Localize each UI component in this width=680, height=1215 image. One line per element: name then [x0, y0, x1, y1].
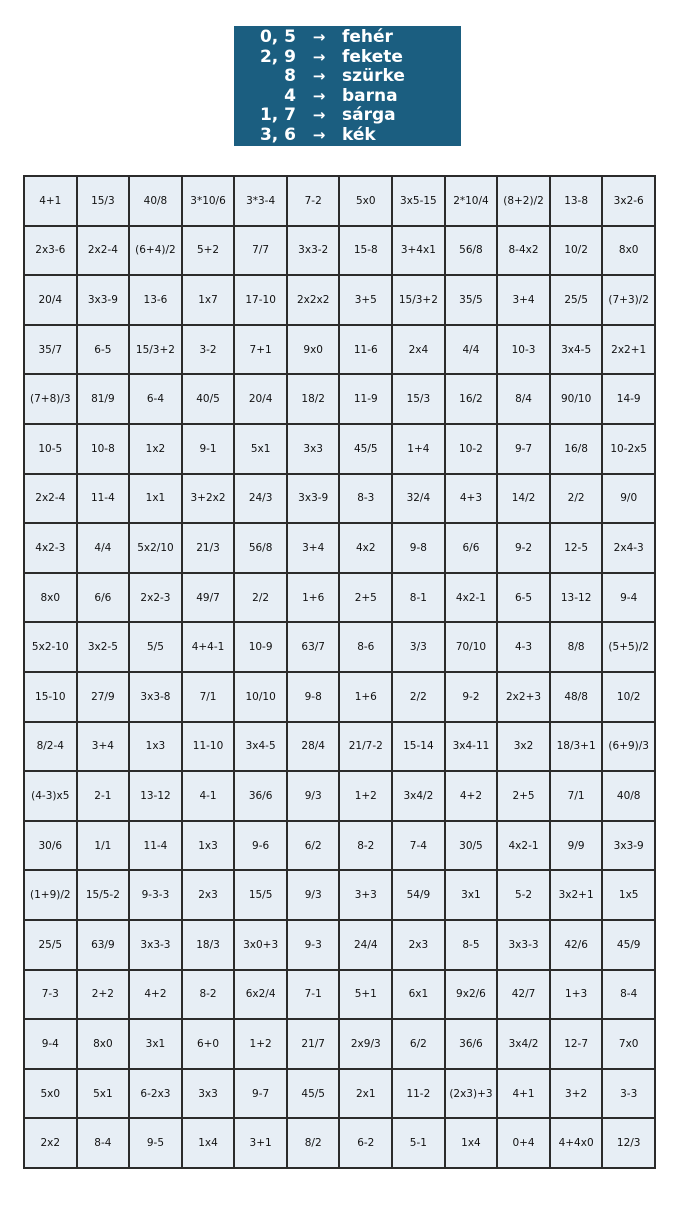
grid-cell[interactable]: 45/9 — [603, 921, 654, 969]
grid-cell[interactable]: 7x0 — [603, 1020, 654, 1068]
grid-cell[interactable]: 3-2 — [183, 326, 234, 374]
grid-cell[interactable]: 3x2 — [498, 723, 549, 771]
grid-cell[interactable]: 4-1 — [183, 772, 234, 820]
grid-cell[interactable]: 8/8 — [551, 623, 602, 671]
grid-cell[interactable]: 9/3 — [288, 772, 339, 820]
legend-row — [234, 106, 461, 126]
legend-numbers: 8 — [284, 66, 296, 87]
arrow-icon: → — [312, 47, 326, 66]
grid-cell[interactable]: 2x2 — [25, 1119, 76, 1167]
grid-cell[interactable]: (5+5)/2 — [603, 623, 654, 671]
grid-cell[interactable]: 5x0 — [340, 177, 391, 225]
grid-cell[interactable]: 7-2 — [288, 177, 339, 225]
grid-cell[interactable]: 10-9 — [235, 623, 286, 671]
grid-cell[interactable]: 3x3 — [183, 1070, 234, 1118]
grid-cell[interactable]: 9-8 — [288, 673, 339, 721]
grid-cell[interactable]: 6/6 — [446, 524, 497, 572]
grid-cell[interactable]: 15-8 — [340, 227, 391, 275]
grid-cell[interactable]: 81/9 — [78, 375, 129, 423]
legend-color-name: kék — [342, 124, 376, 145]
grid-cell[interactable]: 7-1 — [288, 971, 339, 1019]
grid-cell[interactable]: 2x2-4 — [25, 475, 76, 523]
legend-color-name: fekete — [342, 46, 403, 67]
grid-cell[interactable]: 12-7 — [551, 1020, 602, 1068]
grid-cell[interactable]: 9-7 — [498, 425, 549, 473]
grid-cell[interactable]: 15/3+2 — [393, 276, 444, 324]
grid-cell[interactable]: 3x3-2 — [288, 227, 339, 275]
legend-color-name: szürke — [342, 66, 405, 87]
grid-cell[interactable]: 1x2 — [130, 425, 181, 473]
grid-cell[interactable]: 10/10 — [235, 673, 286, 721]
grid-cell[interactable]: 11-4 — [78, 475, 129, 523]
grid-cell[interactable]: 24/3 — [235, 475, 286, 523]
grid-cell[interactable]: 7-3 — [25, 971, 76, 1019]
grid-cell[interactable]: 9-3-3 — [130, 871, 181, 919]
grid-cell[interactable]: 11-6 — [340, 326, 391, 374]
grid-cell[interactable]: 2x3 — [183, 871, 234, 919]
grid-cell[interactable]: 2*10/4 — [446, 177, 497, 225]
grid-cell[interactable]: 5-1 — [393, 1119, 444, 1167]
grid-cell[interactable]: 8-4x2 — [498, 227, 549, 275]
grid-cell[interactable]: 2+2 — [78, 971, 129, 1019]
grid-cell[interactable]: 11-2 — [393, 1070, 444, 1118]
legend-row — [234, 48, 461, 68]
grid-cell[interactable]: 15/3+2 — [130, 326, 181, 374]
grid-cell[interactable]: 35/5 — [446, 276, 497, 324]
grid-cell[interactable]: 4x2-3 — [25, 524, 76, 572]
grid-cell[interactable]: 9/3 — [288, 871, 339, 919]
grid-cell[interactable]: 4+1 — [25, 177, 76, 225]
grid-cell[interactable]: 3x4/2 — [393, 772, 444, 820]
grid-cell[interactable]: 10-8 — [78, 425, 129, 473]
grid-cell[interactable]: 30/5 — [446, 822, 497, 870]
grid-cell[interactable]: 15/3 — [393, 375, 444, 423]
grid-cell[interactable]: 2x1 — [340, 1070, 391, 1118]
legend-numbers: 3, 6 — [259, 124, 296, 145]
grid-cell[interactable]: 4+2 — [446, 772, 497, 820]
grid-cell[interactable]: 17-10 — [235, 276, 286, 324]
grid-cell[interactable]: 2x4 — [393, 326, 444, 374]
grid-cell[interactable]: 18/2 — [288, 375, 339, 423]
grid-cell[interactable]: 25/5 — [25, 921, 76, 969]
grid-cell[interactable]: 42/7 — [498, 971, 549, 1019]
grid-cell[interactable]: 3x3-3 — [498, 921, 549, 969]
grid-cell[interactable]: 1+3 — [551, 971, 602, 1019]
grid-cell[interactable]: 7+1 — [235, 326, 286, 374]
grid-cell[interactable]: (6+9)/3 — [603, 723, 654, 771]
grid-cell[interactable]: 6x1 — [393, 971, 444, 1019]
grid-cell[interactable]: 3x3-9 — [288, 475, 339, 523]
grid-cell[interactable]: 3x1 — [130, 1020, 181, 1068]
grid-cell[interactable]: 9-4 — [25, 1020, 76, 1068]
legend-numbers: 4 — [284, 85, 296, 106]
grid-cell[interactable]: 4-3 — [498, 623, 549, 671]
grid-cell[interactable]: 9-7 — [235, 1070, 286, 1118]
grid-cell[interactable]: 56/8 — [446, 227, 497, 275]
grid-cell[interactable]: 1x4 — [183, 1119, 234, 1167]
grid-cell[interactable]: 3*10/6 — [183, 177, 234, 225]
grid-cell[interactable]: 11-4 — [130, 822, 181, 870]
legend-row — [234, 28, 461, 48]
grid-cell[interactable]: (7+8)/3 — [25, 375, 76, 423]
grid-cell[interactable]: 3+1 — [235, 1119, 286, 1167]
grid-cell[interactable]: 1+6 — [288, 574, 339, 622]
grid-cell[interactable]: 3+5 — [340, 276, 391, 324]
grid-cell[interactable]: (4-3)x5 — [25, 772, 76, 820]
grid-cell[interactable]: 6/2 — [393, 1020, 444, 1068]
legend-color-name: barna — [342, 85, 398, 106]
grid-cell[interactable]: 1x5 — [603, 871, 654, 919]
grid-cell[interactable]: 6-5 — [78, 326, 129, 374]
grid-cell[interactable]: 6/2 — [288, 822, 339, 870]
grid-cell[interactable]: 5+2 — [183, 227, 234, 275]
grid-cell[interactable]: 20/4 — [235, 375, 286, 423]
grid-cell[interactable]: 8x0 — [78, 1020, 129, 1068]
grid-cell[interactable]: 5x2/10 — [130, 524, 181, 572]
arrow-icon: → — [312, 67, 326, 86]
grid-cell[interactable]: 9-2 — [498, 524, 549, 572]
grid-cell[interactable]: 70/10 — [446, 623, 497, 671]
grid-cell[interactable]: 10/2 — [603, 673, 654, 721]
grid-cell[interactable]: 54/9 — [393, 871, 444, 919]
grid-cell[interactable]: (1+9)/2 — [25, 871, 76, 919]
grid-cell[interactable]: 6-4 — [130, 375, 181, 423]
grid-cell[interactable]: (7+3)/2 — [603, 276, 654, 324]
grid-cell[interactable]: 8/4 — [498, 375, 549, 423]
grid-cell[interactable]: 27/9 — [78, 673, 129, 721]
grid-cell[interactable]: 2x3 — [393, 921, 444, 969]
grid-cell[interactable]: 11-9 — [340, 375, 391, 423]
grid-cell[interactable]: 9/9 — [551, 822, 602, 870]
grid-cell[interactable]: 5x1 — [235, 425, 286, 473]
grid-cell[interactable]: 3x4/2 — [498, 1020, 549, 1068]
grid-cell[interactable]: 10/2 — [551, 227, 602, 275]
grid-cell[interactable]: 14-9 — [603, 375, 654, 423]
grid-cell[interactable]: 3x4-11 — [446, 723, 497, 771]
grid-cell[interactable]: 8-1 — [393, 574, 444, 622]
grid-cell[interactable]: 2x2-4 — [78, 227, 129, 275]
grid-cell[interactable]: 3x5-15 — [393, 177, 444, 225]
grid-cell[interactable]: 11-10 — [183, 723, 234, 771]
grid-cell[interactable]: 2/2 — [393, 673, 444, 721]
grid-cell[interactable]: 8/2 — [288, 1119, 339, 1167]
grid-cell[interactable]: 2x3-6 — [25, 227, 76, 275]
grid-cell[interactable]: 3x2-5 — [78, 623, 129, 671]
grid-cell[interactable]: 3x4-5 — [551, 326, 602, 374]
grid-cell[interactable]: 13-6 — [130, 276, 181, 324]
grid-cell[interactable]: 5x1 — [78, 1070, 129, 1118]
grid-cell[interactable]: 1+4 — [393, 425, 444, 473]
grid-cell[interactable]: 2/2 — [235, 574, 286, 622]
grid-cell[interactable]: 1x3 — [183, 822, 234, 870]
grid-cell[interactable]: 3x4-5 — [235, 723, 286, 771]
grid-cell[interactable]: 6/6 — [78, 574, 129, 622]
grid-cell[interactable]: 3+4 — [288, 524, 339, 572]
grid-cell[interactable]: 32/4 — [393, 475, 444, 523]
grid-cell[interactable]: 30/6 — [25, 822, 76, 870]
legend-numbers: 1, 7 — [259, 105, 296, 126]
grid-cell[interactable]: 40/8 — [603, 772, 654, 820]
grid-cell[interactable]: 40/5 — [183, 375, 234, 423]
grid-cell[interactable]: 4x2 — [340, 524, 391, 572]
grid-cell[interactable]: 13-12 — [130, 772, 181, 820]
grid-cell[interactable]: 1+2 — [340, 772, 391, 820]
grid-cell[interactable]: 15/5 — [235, 871, 286, 919]
grid-cell[interactable]: 42/6 — [551, 921, 602, 969]
grid-cell[interactable]: 3x0+3 — [235, 921, 286, 969]
grid-cell[interactable]: 2x9/3 — [340, 1020, 391, 1068]
grid-cell[interactable]: 2-1 — [78, 772, 129, 820]
grid-cell[interactable]: 6-5 — [498, 574, 549, 622]
grid-cell[interactable]: 8x0 — [25, 574, 76, 622]
grid-cell[interactable]: 12-5 — [551, 524, 602, 572]
grid-cell[interactable]: 6-2 — [340, 1119, 391, 1167]
grid-cell[interactable]: 6x2/4 — [235, 971, 286, 1019]
grid-cell[interactable]: 3*3-4 — [235, 177, 286, 225]
grid-cell[interactable]: 2+5 — [340, 574, 391, 622]
grid-cell[interactable]: 15-14 — [393, 723, 444, 771]
grid-cell[interactable]: 4x2-1 — [498, 822, 549, 870]
grid-cell[interactable]: 9-6 — [235, 822, 286, 870]
grid-cell[interactable]: 9-1 — [183, 425, 234, 473]
grid-cell[interactable]: 3+3 — [340, 871, 391, 919]
legend-row — [234, 87, 461, 107]
grid-cell[interactable]: (6+4)/2 — [130, 227, 181, 275]
legend-color-name: sárga — [342, 105, 396, 126]
grid-cell[interactable]: 3x1 — [446, 871, 497, 919]
grid-cell[interactable]: 2x2x2 — [288, 276, 339, 324]
grid-cell[interactable]: 1/1 — [78, 822, 129, 870]
grid-cell[interactable]: 10-2x5 — [603, 425, 654, 473]
legend-color-name: fehér — [342, 27, 393, 47]
grid-cell[interactable]: 3-3 — [603, 1070, 654, 1118]
grid-cell[interactable]: 8-3 — [340, 475, 391, 523]
grid-cell[interactable]: 8-2 — [340, 822, 391, 870]
grid-cell[interactable]: 5x2-10 — [25, 623, 76, 671]
grid-cell[interactable]: 9-8 — [393, 524, 444, 572]
grid-cell[interactable]: 48/8 — [551, 673, 602, 721]
grid-cell[interactable]: 3x2-6 — [603, 177, 654, 225]
grid-cell[interactable]: 4+4x0 — [551, 1119, 602, 1167]
grid-cell[interactable]: 56/8 — [235, 524, 286, 572]
grid-cell[interactable]: 9-2 — [446, 673, 497, 721]
grid-cell[interactable]: 16/8 — [551, 425, 602, 473]
grid-cell[interactable]: 9-5 — [130, 1119, 181, 1167]
grid-cell[interactable]: 45/5 — [340, 425, 391, 473]
grid-cell[interactable]: 5x0 — [25, 1070, 76, 1118]
grid-cell[interactable]: 8-2 — [183, 971, 234, 1019]
grid-cell[interactable]: 36/6 — [235, 772, 286, 820]
grid-cell[interactable]: 4+4-1 — [183, 623, 234, 671]
grid-cell[interactable]: 1x7 — [183, 276, 234, 324]
grid-cell[interactable]: 25/5 — [551, 276, 602, 324]
grid-cell[interactable]: 10-5 — [25, 425, 76, 473]
grid-cell[interactable]: 8/2-4 — [25, 723, 76, 771]
grid-cell[interactable]: 8-4 — [603, 971, 654, 1019]
grid-cell[interactable]: 3x3-9 — [603, 822, 654, 870]
grid-cell[interactable]: 15/3 — [78, 177, 129, 225]
grid-cell[interactable]: 3+4 — [498, 276, 549, 324]
grid-cell[interactable]: 4/4 — [78, 524, 129, 572]
grid-cell[interactable]: 18/3 — [183, 921, 234, 969]
grid-cell[interactable]: 36/6 — [446, 1020, 497, 1068]
grid-cell[interactable]: 5/5 — [130, 623, 181, 671]
grid-cell[interactable]: 35/7 — [25, 326, 76, 374]
grid-cell[interactable]: 21/7 — [288, 1020, 339, 1068]
grid-cell[interactable]: 7/1 — [183, 673, 234, 721]
grid-cell[interactable]: 4+2 — [130, 971, 181, 1019]
grid-cell[interactable]: 18/3+1 — [551, 723, 602, 771]
grid-cell[interactable]: 40/8 — [130, 177, 181, 225]
grid-cell[interactable]: 14/2 — [498, 475, 549, 523]
grid-cell[interactable]: 8-4 — [78, 1119, 129, 1167]
grid-cell[interactable]: 3x3-3 — [130, 921, 181, 969]
arrow-icon: → — [312, 106, 326, 125]
grid-cell[interactable]: 12/3 — [603, 1119, 654, 1167]
grid-cell[interactable]: 3x3-8 — [130, 673, 181, 721]
grid-cell[interactable]: 8x0 — [603, 227, 654, 275]
grid-cell[interactable]: 6+0 — [183, 1020, 234, 1068]
grid-cell[interactable]: 10-3 — [498, 326, 549, 374]
grid-cell[interactable]: 2x2+1 — [603, 326, 654, 374]
grid-cell[interactable]: 9x0 — [288, 326, 339, 374]
grid-cell[interactable]: 16/2 — [446, 375, 497, 423]
grid-cell[interactable]: (8+2)/2 — [498, 177, 549, 225]
grid-cell[interactable]: 21/7-2 — [340, 723, 391, 771]
grid-cell[interactable]: 8-6 — [340, 623, 391, 671]
grid-cell[interactable]: 1x1 — [130, 475, 181, 523]
legend-numbers: 0, 5 — [259, 27, 296, 47]
grid-cell[interactable]: 1x4 — [446, 1119, 497, 1167]
grid-cell[interactable]: 3/3 — [393, 623, 444, 671]
arrow-icon: → — [312, 86, 326, 105]
grid-cell[interactable]: 1x3 — [130, 723, 181, 771]
grid-cell[interactable]: 6-2x3 — [130, 1070, 181, 1118]
grid-cell[interactable]: 2x2+3 — [498, 673, 549, 721]
grid-cell[interactable]: 24/4 — [340, 921, 391, 969]
grid-cell[interactable]: 7/7 — [235, 227, 286, 275]
grid-cell[interactable]: 2x2-3 — [130, 574, 181, 622]
legend-row — [234, 67, 461, 87]
grid-cell[interactable]: 90/10 — [551, 375, 602, 423]
grid-cell[interactable]: 3x3-9 — [78, 276, 129, 324]
grid-cell[interactable]: 1+2 — [235, 1020, 286, 1068]
color-legend — [234, 26, 461, 146]
grid-cell[interactable]: 9-3 — [288, 921, 339, 969]
grid-cell[interactable]: 3+2x2 — [183, 475, 234, 523]
grid-cell[interactable]: 1+6 — [340, 673, 391, 721]
grid-cell[interactable]: 10-2 — [446, 425, 497, 473]
grid-cell[interactable]: 45/5 — [288, 1070, 339, 1118]
arrow-icon: → — [312, 125, 326, 144]
grid-cell[interactable]: 21/3 — [183, 524, 234, 572]
grid-cell[interactable]: 2x4-3 — [603, 524, 654, 572]
grid-cell[interactable]: 9/0 — [603, 475, 654, 523]
grid-cell[interactable]: 63/7 — [288, 623, 339, 671]
grid-cell[interactable]: (2x3)+3 — [446, 1070, 497, 1118]
grid-cell[interactable]: 4+1 — [498, 1070, 549, 1118]
grid-cell[interactable]: 13-12 — [551, 574, 602, 622]
legend-numbers: 2, 9 — [259, 46, 296, 67]
grid-cell[interactable]: 28/4 — [288, 723, 339, 771]
grid-cell[interactable]: 7-4 — [393, 822, 444, 870]
grid-cell[interactable]: 9x2/6 — [446, 971, 497, 1019]
grid-cell[interactable]: 4/4 — [446, 326, 497, 374]
puzzle-grid — [23, 175, 656, 1169]
arrow-icon: → — [312, 28, 326, 46]
grid-cell[interactable]: 8-5 — [446, 921, 497, 969]
grid-cell[interactable]: 3x3 — [288, 425, 339, 473]
grid-cell[interactable]: 63/9 — [78, 921, 129, 969]
grid-cell[interactable]: 49/7 — [183, 574, 234, 622]
grid-cell[interactable]: 2+5 — [498, 772, 549, 820]
grid-cell[interactable]: 20/4 — [25, 276, 76, 324]
grid-cell[interactable]: 2/2 — [551, 475, 602, 523]
grid-cell[interactable]: 3x2+1 — [551, 871, 602, 919]
grid-cell[interactable]: 7/1 — [551, 772, 602, 820]
grid-cell[interactable]: 3+4 — [78, 723, 129, 771]
grid-cell[interactable]: 3+2 — [551, 1070, 602, 1118]
grid-cell[interactable]: 13-8 — [551, 177, 602, 225]
legend-row — [234, 126, 461, 146]
grid-cell[interactable]: 0+4 — [498, 1119, 549, 1167]
grid-cell[interactable]: 9-4 — [603, 574, 654, 622]
grid-cell[interactable]: 15-10 — [25, 673, 76, 721]
grid-cell[interactable]: 5-2 — [498, 871, 549, 919]
grid-cell[interactable]: 15/5-2 — [78, 871, 129, 919]
grid-cell[interactable]: 3+4x1 — [393, 227, 444, 275]
grid-cell[interactable]: 4x2-1 — [446, 574, 497, 622]
grid-cell[interactable]: 4+3 — [446, 475, 497, 523]
grid-cell[interactable]: 5+1 — [340, 971, 391, 1019]
